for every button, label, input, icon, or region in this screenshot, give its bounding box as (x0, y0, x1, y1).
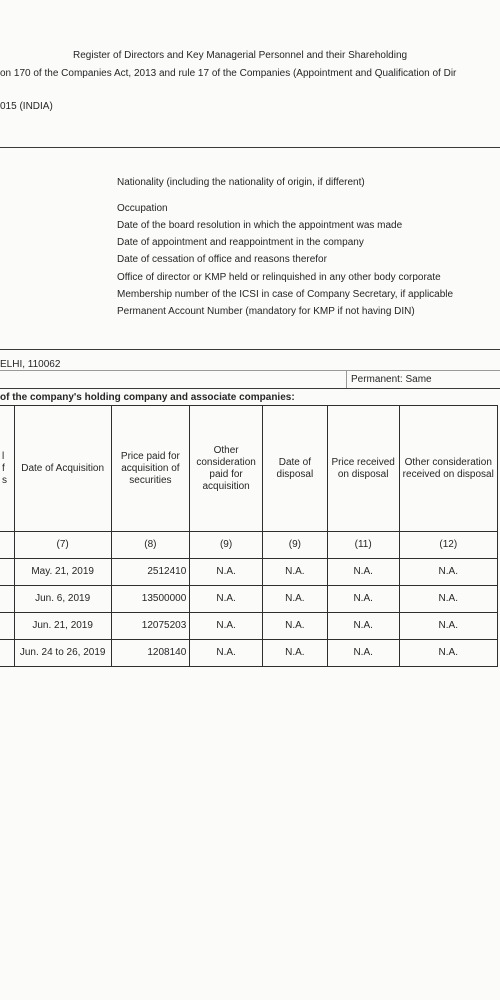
cell-price-paid: 1208140 (111, 640, 190, 667)
field-board-resolution-date: Date of the board resolution in which the appointment was made (117, 220, 403, 231)
header-date-of-disposal: Date of disposal (262, 406, 327, 532)
fields-divider (0, 349, 500, 350)
header-fragment-1: l (2, 450, 5, 462)
header-price-paid: Price paid for acquisition of securities (111, 406, 190, 532)
row-blank-cell (0, 586, 14, 613)
field-cessation-date: Date of cessation of office and reasons therefor (117, 254, 327, 265)
register-title: Register of Directors and Key Managerial Personnel and their Shareholding (73, 50, 408, 61)
column-number: (8) (111, 532, 190, 559)
address-fragment: ELHI, 110062 (0, 359, 61, 370)
row-blank-cell (0, 640, 14, 667)
permanent-box-left (346, 370, 347, 388)
column-number-row (0, 532, 498, 559)
header-fragment-3: s (2, 474, 7, 486)
header-other-consideration-received: Other consideration received on disposal (399, 406, 497, 532)
cell-disposal-date: N.A. (262, 640, 327, 667)
cell-other-paid: N.A. (190, 613, 263, 640)
field-nationality: Nationality (including the nationality of origin, if different) (117, 177, 365, 188)
field-appointment-date: Date of appointment and reappointment in the company (117, 237, 364, 248)
cell-price-received: N.A. (327, 613, 399, 640)
header-divider (0, 147, 500, 148)
table-row (0, 559, 498, 586)
table-row (0, 613, 498, 640)
cell-other-received: N.A. (399, 559, 497, 586)
column-number: (12) (399, 532, 497, 559)
cell-other-paid: N.A. (190, 640, 263, 667)
cell-other-paid: N.A. (190, 586, 263, 613)
row-blank-cell (0, 613, 14, 640)
column-number: (11) (327, 532, 399, 559)
cell-acquisition-date: May. 21, 2019 (14, 559, 111, 586)
table-row (0, 640, 498, 667)
cell-price-received: N.A. (327, 640, 399, 667)
permanent-address: Permanent: Same (351, 374, 432, 385)
cell-disposal-date: N.A. (262, 559, 327, 586)
year-fragment: 015 (INDIA) (0, 101, 53, 112)
header-price-received: Price received on disposal (327, 406, 399, 532)
cell-price-received: N.A. (327, 559, 399, 586)
cell-price-paid: 2512410 (111, 559, 190, 586)
cell-price-paid: 12075203 (111, 613, 190, 640)
section-heading: of the company's holding company and associate companies: (0, 392, 295, 403)
header-fragment-cell (0, 406, 14, 532)
column-number: (9) (190, 532, 263, 559)
row-blank-cell (0, 559, 14, 586)
column-number-blank (0, 532, 14, 559)
column-number: (7) (14, 532, 111, 559)
address-divider (0, 370, 500, 371)
cell-disposal-date: N.A. (262, 613, 327, 640)
cell-acquisition-date: Jun. 21, 2019 (14, 613, 111, 640)
table-row (0, 586, 498, 613)
cell-other-received: N.A. (399, 613, 497, 640)
address-bottom-divider (0, 388, 500, 389)
header-date-of-acquisition: Date of Acquisition (14, 406, 111, 532)
table-header-row (0, 406, 498, 532)
header-other-consideration-paid: Other consideration paid for acquisition (190, 406, 263, 532)
cell-price-paid: 13500000 (111, 586, 190, 613)
field-icsi-membership: Membership number of the ICSI in case of Company Secretary, if applicable (117, 289, 454, 300)
field-pan: Permanent Account Number (mandatory for KMP if not having DIN) (117, 306, 415, 317)
cell-acquisition-date: Jun. 24 to 26, 2019 (14, 640, 111, 667)
column-number: (9) (262, 532, 327, 559)
acquisition-table (0, 405, 498, 667)
cell-other-paid: N.A. (190, 559, 263, 586)
cell-disposal-date: N.A. (262, 586, 327, 613)
cell-other-received: N.A. (399, 586, 497, 613)
field-other-office: Office of director or KMP held or relinquished in any other body corporate (117, 272, 441, 283)
register-subtitle: on 170 of the Companies Act, 2013 and rule 17 of the Companies (Appointment and Qualification of Dir (0, 68, 457, 79)
cell-acquisition-date: Jun. 6, 2019 (14, 586, 111, 613)
field-occupation: Occupation (117, 203, 168, 214)
cell-other-received: N.A. (399, 640, 497, 667)
header-fragment-2: f (2, 462, 5, 474)
cell-price-received: N.A. (327, 586, 399, 613)
